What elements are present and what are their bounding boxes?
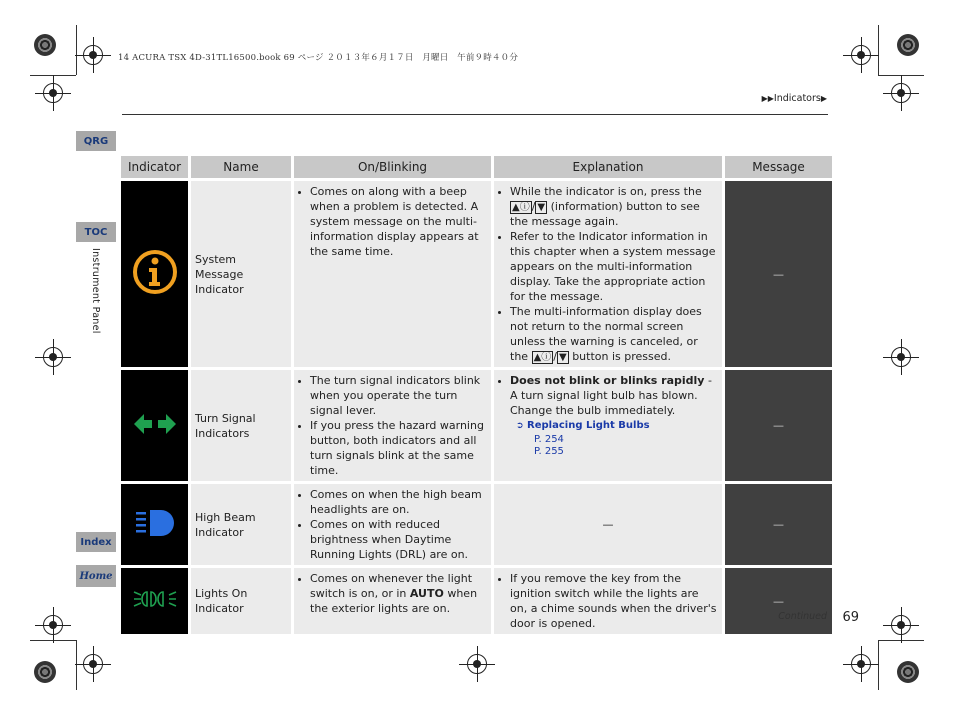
registration-mark-icon [43,615,63,635]
column-header: Indicator [121,156,188,178]
table-row [121,568,832,634]
list-item: • If you remove the key from the ignition switch while the lights are on, a chime sounds when the driver's door is opened. [510,571,718,631]
indicator-name: Lights On Indicator [191,568,291,634]
registration-mark-icon [851,654,871,674]
registration-disc-icon [34,661,56,683]
down-button-icon: ▼ [537,201,546,213]
table-row [121,484,832,565]
registration-disc-icon [897,34,919,56]
list-item: • The multi-information display does not return to the normal screen unless the warning is canceled, or the ▲ⓘ / ▼ button is pressed. [510,304,718,364]
registration-mark-icon [83,45,103,65]
indicator-cell [121,370,188,481]
registration-mark-icon [891,347,911,367]
explanation-cell: — [494,484,722,565]
on-blinking-cell [294,484,491,565]
arrow-icon: ▶ [820,94,827,103]
breadcrumb[interactable]: ▶▶Indicators▶ [761,93,827,104]
down-button-icon: ▼ [558,351,567,363]
reference-link[interactable]: ➲ Replacing Light Bulbs [516,420,650,431]
explanation-cell [494,568,722,634]
registration-mark-icon [43,83,63,103]
list-item: • If you press the hazard warning button, both indicators and all turn signals blink at the same time. [310,418,487,478]
crop-mark [878,640,879,690]
indicator-name: System Message Indicator [191,181,291,367]
indicator-name: Turn Signal Indicators [191,370,291,481]
list-item: • Comes on whenever the light switch is on, or in AUTO when the exterior lights are on. [310,571,487,616]
indicator-table [118,153,835,637]
info-indicator-icon [131,248,179,296]
double-arrow-icon: ▶▶ [761,94,774,103]
message-cell: — [725,370,832,481]
qrg-tab[interactable]: QRG [76,131,116,151]
list-item: • Comes on with reduced brightness when Daytime Running Lights (DRL) are on. [310,517,487,562]
message-cell: — [725,484,832,565]
table-row [121,181,832,367]
lights-on-icon [133,589,177,609]
indicator-cell [121,181,188,367]
list-item: • While the indicator is on, press the ▲ⓘ / ▼ (information) button to see the message again. [510,184,718,229]
explanation-cell [494,370,722,481]
registration-mark-icon [43,347,63,367]
list-item: • The turn signal indicators blink when you operate the turn signal lever. [310,373,487,418]
registration-mark-icon [891,83,911,103]
toc-tab[interactable]: TOC [76,222,116,242]
print-header: 14 ACURA TSX 4D-31TL16500.book 69 ページ ２０１３年６月１７日 月曜日 午前９時４０分 [118,53,519,63]
continued-label: Continued [778,611,827,622]
column-header: Name [191,156,291,178]
crop-mark [878,25,879,75]
column-header: Explanation [494,156,722,178]
crop-mark [76,25,77,75]
indicator-cell [121,568,188,634]
high-beam-icon [135,509,175,537]
page-number: 69 [842,610,859,625]
header-rule [122,114,828,115]
index-tab[interactable]: Index [76,532,116,552]
home-tab[interactable]: Home [76,565,116,587]
turn-signal-icon [134,413,176,435]
registration-mark-icon [851,45,871,65]
registration-mark-icon [891,615,911,635]
indicator-cell [121,484,188,565]
column-header: On/Blinking [294,156,491,178]
info-up-button-icon: ▲ⓘ [533,351,552,363]
registration-mark-icon [467,654,487,674]
column-header: Message [725,156,832,178]
message-cell: — [725,568,832,634]
on-blinking-cell [294,181,491,367]
on-blinking-cell [294,568,491,634]
registration-disc-icon [897,661,919,683]
list-item: • Does not blink or blinks rapidly - A turn signal light bulb has blown. Change the bulb immediately. [510,373,718,418]
indicator-name: High Beam Indicator [191,484,291,565]
explanation-cell [494,181,722,367]
page-reference-link[interactable]: P. 254 [534,434,564,445]
table-header-row [121,156,832,178]
page-reference-link[interactable]: P. 255 [534,446,564,457]
crop-mark [76,640,77,690]
message-cell: — [725,181,832,367]
reference-arrow-icon: ➲ [516,421,524,431]
list-item: • Comes on when the high beam headlights are on. [310,487,487,517]
section-label: Instrument Panel [90,248,101,334]
list-item: • Refer to the Indicator information in this chapter when a system message appears on the multi-information display. Take the appropriate action for the message. [510,229,718,304]
registration-disc-icon [34,34,56,56]
registration-mark-icon [83,654,103,674]
table-row [121,370,832,481]
on-blinking-cell [294,370,491,481]
info-up-button-icon: ▲ⓘ [512,201,530,213]
list-item: • Comes on along with a beep when a problem is detected. A system message on the multi-information display appears at the same time. [310,184,487,259]
